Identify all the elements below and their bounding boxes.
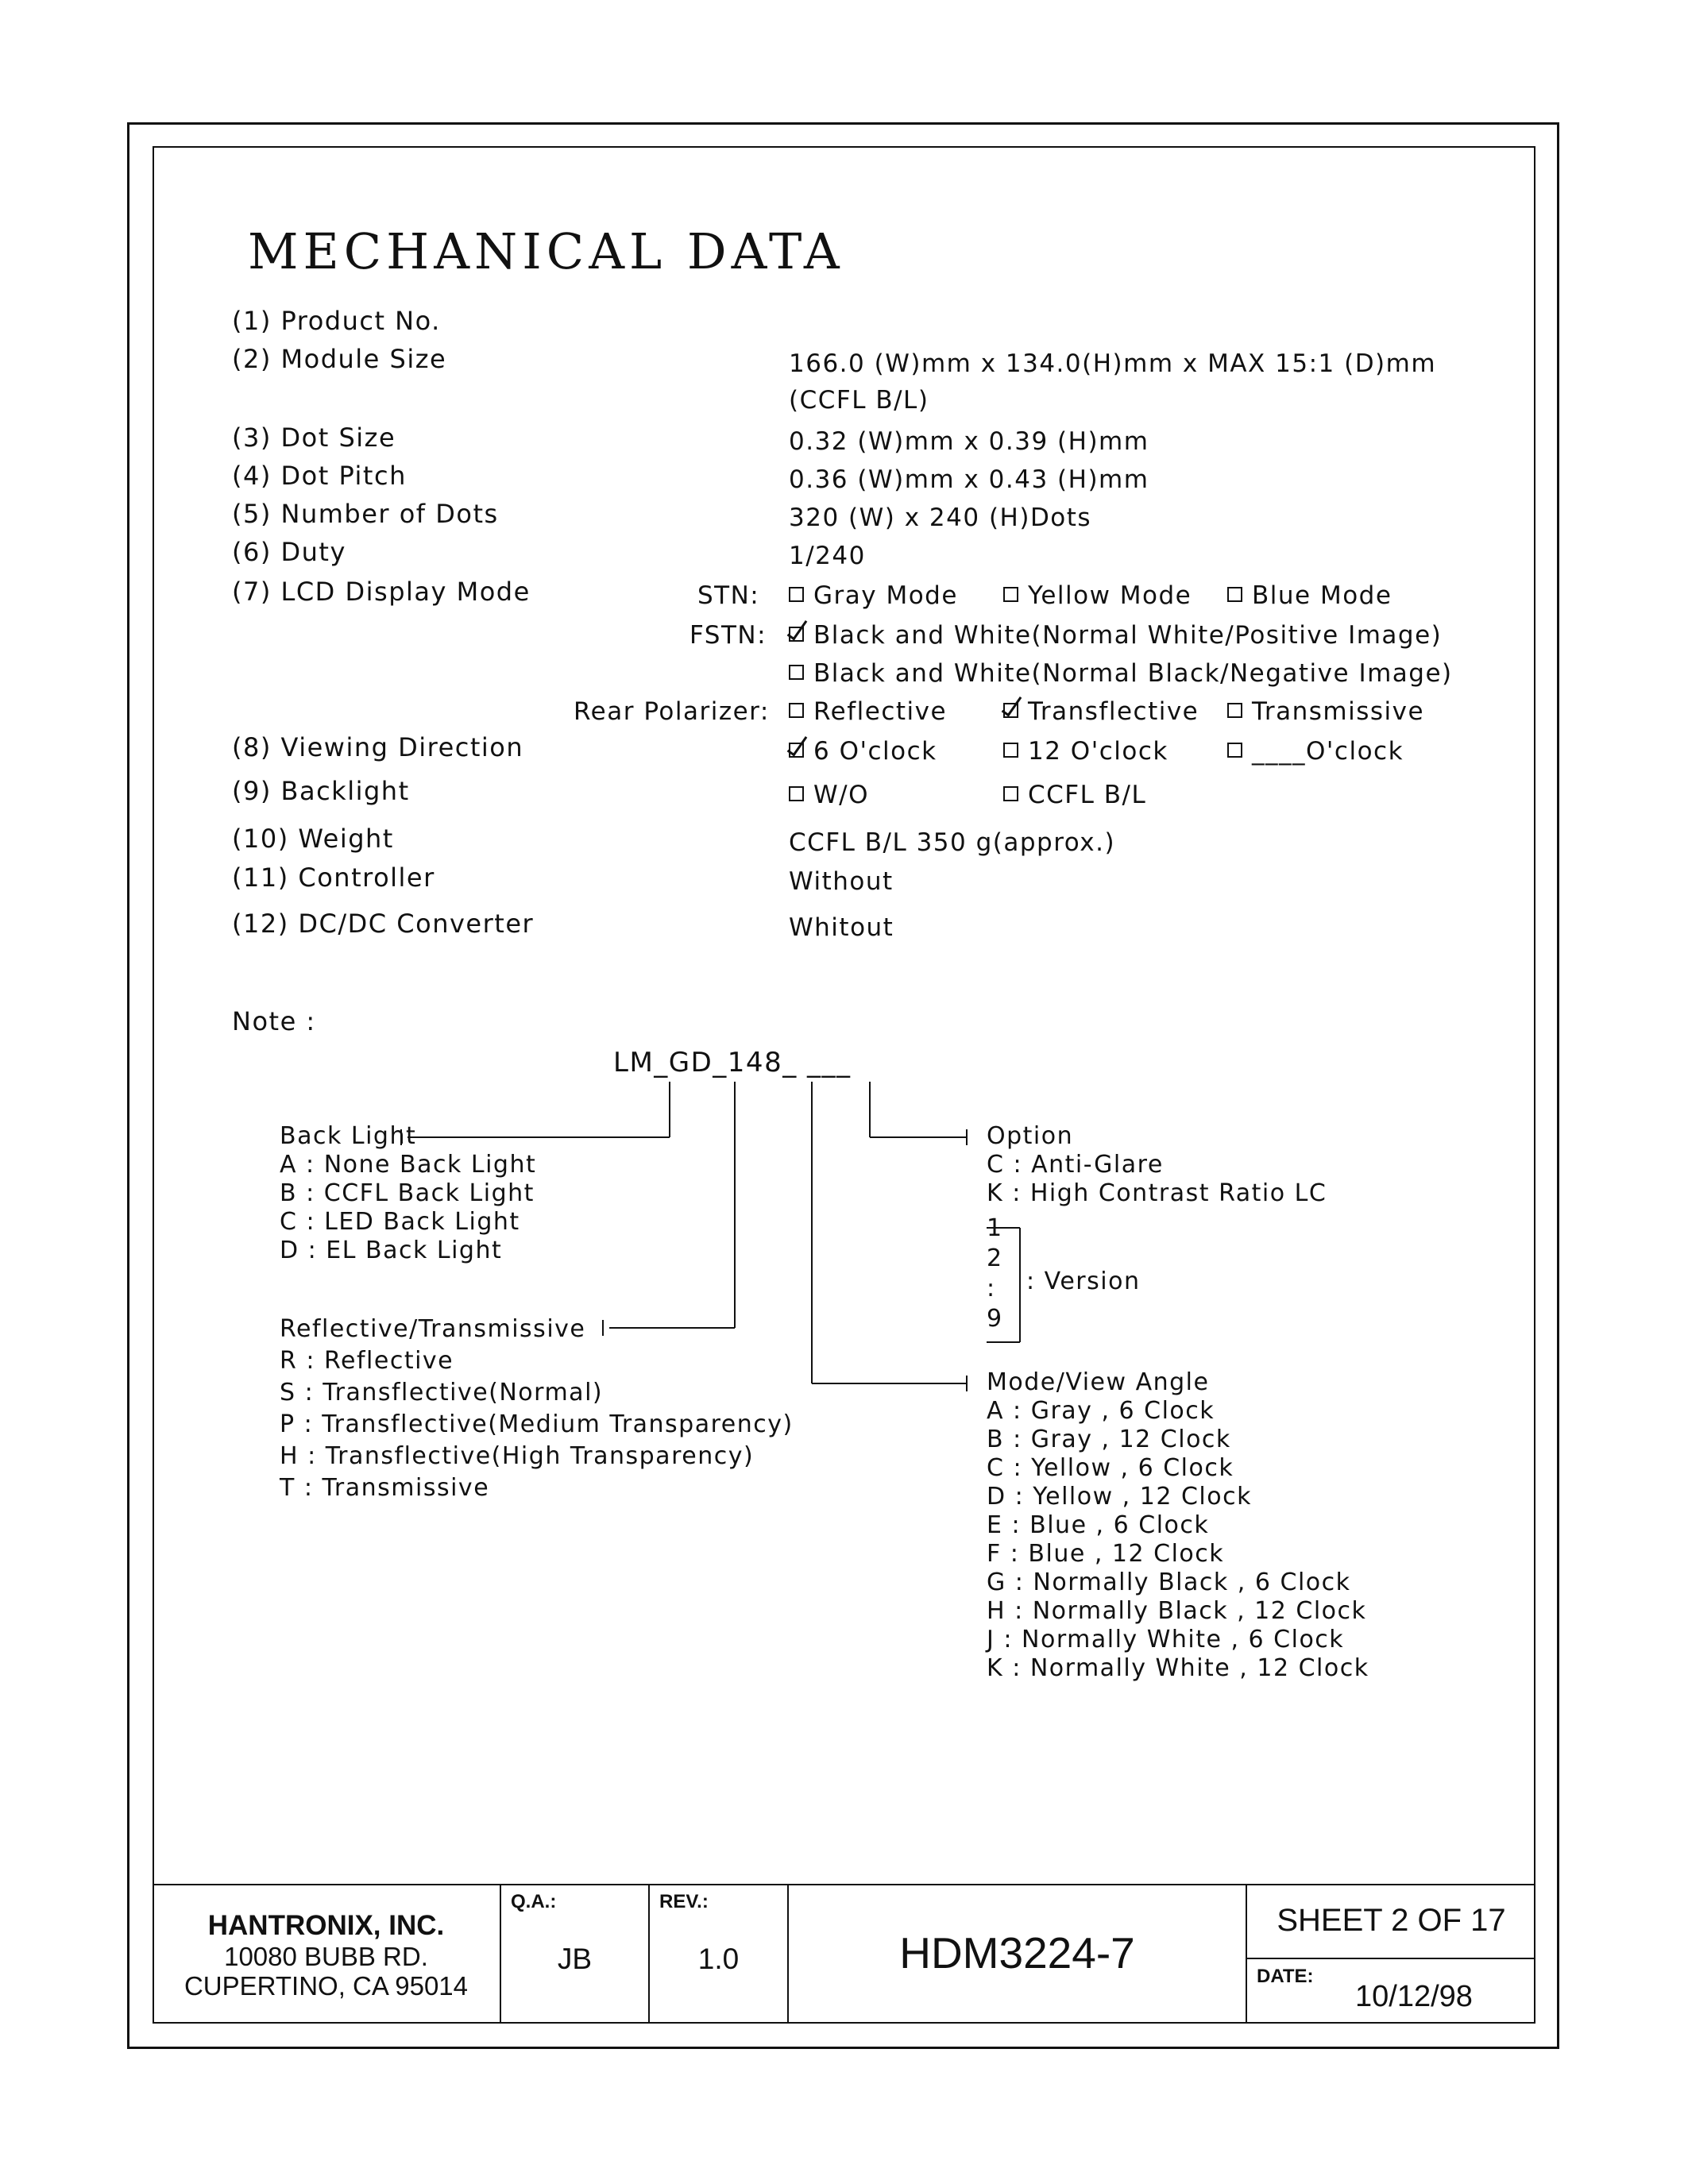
backlight-option-ccfl[interactable]: CCFL B/L [1003, 781, 1146, 809]
polarizer-option-transmissive[interactable]: Transmissive [1227, 697, 1424, 726]
spec-value-number-of-dots: 320 (W) x 240 (H)Dots [789, 504, 1092, 532]
spec-label-duty: (6) Duty [232, 537, 346, 567]
spec-value-dc-dc-converter: Whitout [789, 913, 894, 942]
company-address-street: 10080 BUBB RD. [224, 1942, 428, 1971]
stn-label: STN: [697, 581, 760, 610]
option-legend-title: Option [987, 1122, 1074, 1150]
spec-label-dot-pitch: (4) Dot Pitch [232, 461, 407, 491]
company-address-city: CUPERTINO, CA 95014 [183, 1971, 469, 2001]
spec-label-module-size: (2) Module Size [232, 344, 447, 374]
qa-value: JB [557, 1943, 593, 1975]
list-item: T : Transmissive [280, 1474, 490, 1502]
version-num: 9 [987, 1305, 1002, 1333]
document-number: HDM3224-7 [899, 1928, 1135, 1978]
viewing-option-6-oclock[interactable]: 6 O'clock [789, 737, 937, 766]
title-block-top-border [153, 1884, 1535, 1885]
date-label: DATE: [1257, 1966, 1314, 1987]
fstn-label: FSTN: [689, 621, 767, 650]
list-item: B : CCFL Back Light [280, 1179, 535, 1207]
version-num: 2 [987, 1244, 1002, 1272]
stn-option-yellow[interactable]: Yellow Mode [1003, 581, 1192, 610]
title-block-divider [1246, 1958, 1535, 1959]
stn-option-blue[interactable]: Blue Mode [1227, 581, 1392, 610]
spec-value-module-size-note: (CCFL B/L) [789, 386, 929, 415]
spec-label-viewing-direction: (8) Viewing Direction [232, 732, 524, 762]
list-item: G : Normally Black , 6 Clock [987, 1569, 1351, 1596]
spec-label-backlight: (9) Backlight [232, 776, 410, 806]
mode-legend [987, 1368, 1369, 1683]
fstn-option-negative[interactable]: Black and White(Normal Black/Negative Image) [789, 659, 1453, 688]
mode-legend-title: Mode/View Angle [987, 1368, 1210, 1396]
list-item: D : EL Back Light [280, 1237, 503, 1264]
version-numbers [987, 1214, 1002, 1334]
list-item: B : Gray , 12 Clock [987, 1426, 1231, 1453]
list-item: K : Normally White , 12 Clock [987, 1654, 1369, 1682]
date-value: 10/12/98 [1355, 1980, 1473, 2013]
list-item: P : Transflective(Medium Transparency) [280, 1410, 794, 1438]
spec-value-controller: Without [789, 867, 894, 896]
list-item: D : Yellow , 12 Clock [987, 1483, 1252, 1511]
polarizer-option-transflective[interactable]: Transflective [1003, 697, 1199, 726]
qa-label: Q.A.: [511, 1891, 557, 1912]
backlight-legend [280, 1122, 536, 1265]
version-num: 1 [987, 1214, 1002, 1242]
version-label: : Version [1026, 1268, 1141, 1295]
viewing-option-12-oclock[interactable]: 12 O'clock [1003, 737, 1168, 766]
part-number: LM_GD_148_ ___ [613, 1047, 852, 1078]
list-item: C : Yellow , 6 Clock [987, 1454, 1234, 1482]
note-label: Note : [232, 1006, 316, 1036]
viewing-option-custom[interactable]: ____O'clock [1227, 737, 1404, 766]
backlight-option-wo[interactable]: W/O [789, 781, 869, 809]
list-item: C : LED Back Light [280, 1208, 520, 1236]
fstn-option-positive[interactable]: Black and White(Normal White/Positive Image) [789, 621, 1442, 650]
rev-label: REV.: [659, 1891, 709, 1912]
list-item: E : Blue , 6 Clock [987, 1511, 1210, 1539]
spec-label-lcd-display-mode: (7) LCD Display Mode [232, 577, 531, 607]
list-item: K : High Contrast Ratio LC [987, 1179, 1327, 1207]
list-item: H : Normally Black , 12 Clock [987, 1597, 1367, 1625]
option-legend [987, 1122, 1327, 1208]
rear-polarizer-label: Rear Polarizer: [574, 697, 770, 726]
list-item: S : Transflective(Normal) [280, 1379, 604, 1406]
spec-value-module-size: 166.0 (W)mm x 134.0(H)mm x MAX 15:1 (D)mm [789, 349, 1437, 378]
reflective-legend-title: Reflective/Transmissive [280, 1315, 586, 1343]
version-num: : [987, 1275, 995, 1302]
list-item: R : Reflective [280, 1347, 454, 1375]
spec-value-weight: CCFL B/L 350 g(approx.) [789, 828, 1116, 857]
page-title: MECHANICAL DATA [248, 222, 844, 280]
polarizer-option-reflective[interactable]: Reflective [789, 697, 947, 726]
list-item: F : Blue , 12 Clock [987, 1540, 1225, 1568]
spec-label-dc-dc-converter: (12) DC/DC Converter [232, 909, 535, 939]
spec-label-product-no: (1) Product No. [232, 306, 441, 336]
list-item: H : Transflective(High Transparency) [280, 1442, 755, 1470]
rev-value: 1.0 [697, 1943, 740, 1975]
reflective-legend [280, 1314, 794, 1504]
spec-value-dot-pitch: 0.36 (W)mm x 0.43 (H)mm [789, 465, 1149, 494]
spec-value-dot-size: 0.32 (W)mm x 0.39 (H)mm [789, 427, 1149, 456]
list-item: J : Normally White , 6 Clock [987, 1626, 1345, 1653]
spec-label-number-of-dots: (5) Number of Dots [232, 499, 499, 529]
spec-label-dot-size: (3) Dot Size [232, 423, 396, 453]
stn-option-gray[interactable]: Gray Mode [789, 581, 958, 610]
spec-label-controller: (11) Controller [232, 862, 435, 893]
backlight-legend-title: Back Light [280, 1122, 417, 1150]
sheet-number: SHEET 2 OF 17 [1277, 1903, 1506, 1938]
list-item: A : None Back Light [280, 1151, 537, 1179]
spec-label-weight: (10) Weight [232, 824, 394, 854]
list-item: A : Gray , 6 Clock [987, 1397, 1215, 1425]
spec-value-duty: 1/240 [789, 542, 866, 570]
company-name: HANTRONIX, INC. [207, 1910, 445, 1941]
list-item: C : Anti-Glare [987, 1151, 1164, 1179]
